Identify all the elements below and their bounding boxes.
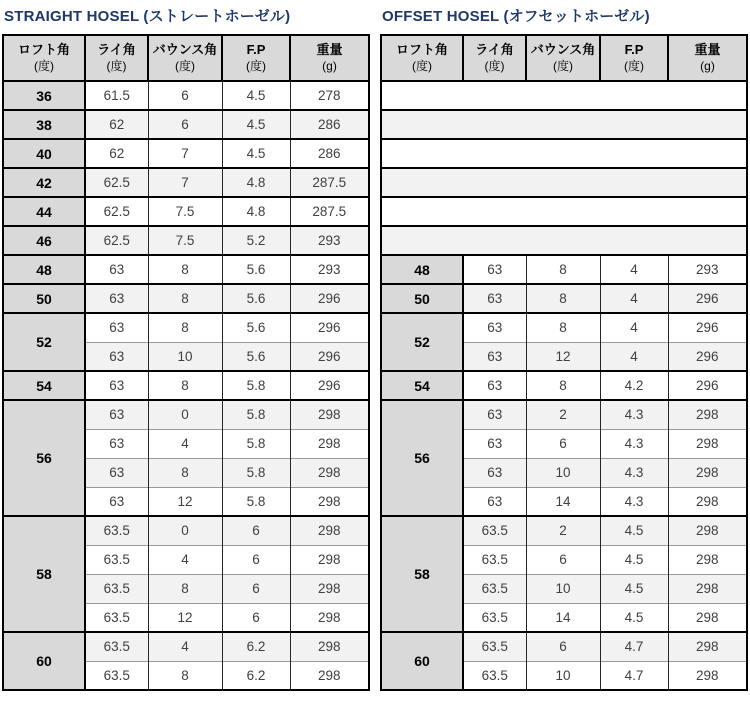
column-header-unit: (度) bbox=[624, 59, 644, 73]
fp-cell: 4.5 bbox=[222, 81, 290, 110]
lie-angle-cell: 63 bbox=[85, 284, 148, 313]
loft-angle-cell: 58 bbox=[381, 516, 463, 632]
column-header-label: F.P bbox=[624, 42, 644, 57]
weight-cell: 286 bbox=[290, 110, 369, 139]
lie-angle-cell: 63.5 bbox=[463, 603, 526, 632]
bounce-angle-cell: 6 bbox=[526, 429, 600, 458]
lie-angle-cell: 63.5 bbox=[463, 661, 526, 690]
spec-row-loft-48 bbox=[3, 255, 369, 284]
weight-cell: 298 bbox=[668, 632, 747, 661]
bounce-angle-cell: 6 bbox=[526, 545, 600, 574]
lie-angle-cell: 63 bbox=[463, 400, 526, 429]
fp-cell: 4.5 bbox=[600, 574, 668, 603]
weight-cell: 296 bbox=[668, 313, 747, 342]
bounce-angle-cell: 7 bbox=[148, 139, 222, 168]
column-header-2 bbox=[526, 35, 600, 81]
column-header-2 bbox=[148, 35, 222, 81]
weight-cell: 298 bbox=[668, 400, 747, 429]
fp-cell: 4 bbox=[600, 342, 668, 371]
bounce-angle-cell: 14 bbox=[526, 603, 600, 632]
weight-cell: 298 bbox=[290, 545, 369, 574]
fp-cell: 4.5 bbox=[600, 545, 668, 574]
weight-cell: 293 bbox=[668, 255, 747, 284]
bounce-angle-cell: 12 bbox=[148, 487, 222, 516]
lie-angle-cell: 63 bbox=[463, 429, 526, 458]
loft-angle-cell: 48 bbox=[3, 255, 85, 284]
fp-cell: 4.3 bbox=[600, 458, 668, 487]
weight-cell: 298 bbox=[668, 574, 747, 603]
weight-cell: 298 bbox=[668, 487, 747, 516]
bounce-angle-cell: 0 bbox=[148, 400, 222, 429]
column-header-3 bbox=[222, 35, 290, 81]
empty-cell bbox=[381, 139, 747, 168]
bounce-angle-cell: 10 bbox=[526, 458, 600, 487]
lie-angle-cell: 63.5 bbox=[463, 632, 526, 661]
column-header-label: ロフト角 bbox=[395, 42, 448, 57]
offset-hosel-table bbox=[380, 34, 748, 691]
fp-cell: 4 bbox=[600, 284, 668, 313]
column-header-0 bbox=[381, 35, 463, 81]
bounce-angle-cell: 8 bbox=[148, 255, 222, 284]
column-header-label: ライ角 bbox=[97, 42, 136, 57]
bounce-angle-cell: 7.5 bbox=[148, 197, 222, 226]
fp-cell: 5.8 bbox=[222, 429, 290, 458]
bounce-angle-cell: 7.5 bbox=[148, 226, 222, 255]
bounce-angle-cell: 10 bbox=[148, 342, 222, 371]
bounce-angle-cell: 4 bbox=[148, 429, 222, 458]
lie-angle-cell: 62 bbox=[85, 139, 148, 168]
weight-cell: 298 bbox=[290, 458, 369, 487]
loft-angle-cell: 56 bbox=[3, 400, 85, 516]
fp-cell: 4.5 bbox=[222, 139, 290, 168]
lie-angle-cell: 63.5 bbox=[463, 516, 526, 545]
column-header-1 bbox=[463, 35, 526, 81]
fp-cell: 4 bbox=[600, 255, 668, 284]
lie-angle-cell: 63 bbox=[85, 400, 148, 429]
bounce-angle-cell: 8 bbox=[526, 313, 600, 342]
empty-cell bbox=[381, 226, 747, 255]
bounce-angle-cell: 2 bbox=[526, 400, 600, 429]
spec-row-loft-60 bbox=[3, 632, 369, 661]
fp-cell: 4.3 bbox=[600, 400, 668, 429]
spec-row-loft-52 bbox=[381, 313, 747, 342]
lie-angle-cell: 63 bbox=[85, 342, 148, 371]
weight-cell: 298 bbox=[668, 661, 747, 690]
weight-cell: 296 bbox=[290, 313, 369, 342]
weight-cell: 286 bbox=[290, 139, 369, 168]
weight-cell: 298 bbox=[290, 487, 369, 516]
spec-row-loft-54 bbox=[3, 371, 369, 400]
column-header-label: F.P bbox=[246, 42, 266, 57]
loft-angle-cell: 56 bbox=[381, 400, 463, 516]
empty-row bbox=[381, 81, 747, 110]
weight-cell: 298 bbox=[290, 574, 369, 603]
column-header-unit: (度) bbox=[34, 59, 54, 73]
weight-cell: 278 bbox=[290, 81, 369, 110]
loft-angle-cell: 40 bbox=[3, 139, 85, 168]
column-header-4 bbox=[290, 35, 369, 81]
spec-row-loft-60 bbox=[381, 632, 747, 661]
loft-angle-cell: 38 bbox=[3, 110, 85, 139]
lie-angle-cell: 63.5 bbox=[85, 632, 148, 661]
fp-cell: 4.7 bbox=[600, 632, 668, 661]
weight-cell: 296 bbox=[668, 342, 747, 371]
fp-cell: 5.6 bbox=[222, 313, 290, 342]
empty-row bbox=[381, 168, 747, 197]
lie-angle-cell: 61.5 bbox=[85, 81, 148, 110]
lie-angle-cell: 63 bbox=[85, 255, 148, 284]
column-header-3 bbox=[600, 35, 668, 81]
fp-cell: 4.8 bbox=[222, 168, 290, 197]
bounce-angle-cell: 4 bbox=[148, 632, 222, 661]
loft-angle-cell: 48 bbox=[381, 255, 463, 284]
bounce-angle-cell: 8 bbox=[526, 255, 600, 284]
lie-angle-cell: 63 bbox=[85, 371, 148, 400]
loft-angle-cell: 36 bbox=[3, 81, 85, 110]
straight-hosel-table bbox=[2, 34, 370, 691]
spec-row-loft-56 bbox=[381, 400, 747, 429]
spec-row-loft-56 bbox=[3, 400, 369, 429]
column-header-unit: (度) bbox=[246, 59, 266, 73]
empty-row bbox=[381, 197, 747, 226]
fp-cell: 5.6 bbox=[222, 342, 290, 371]
bounce-angle-cell: 8 bbox=[148, 458, 222, 487]
column-header-label: 重量 bbox=[316, 42, 343, 57]
spec-row-loft-48 bbox=[381, 255, 747, 284]
spec-row-loft-54 bbox=[381, 371, 747, 400]
loft-angle-cell: 52 bbox=[381, 313, 463, 371]
weight-cell: 298 bbox=[290, 429, 369, 458]
lie-angle-cell: 63 bbox=[463, 284, 526, 313]
fp-cell: 6.2 bbox=[222, 661, 290, 690]
weight-cell: 298 bbox=[290, 516, 369, 545]
fp-cell: 5.6 bbox=[222, 284, 290, 313]
fp-cell: 5.8 bbox=[222, 371, 290, 400]
column-header-unit: (度) bbox=[412, 59, 432, 73]
column-header-unit: (度) bbox=[175, 59, 195, 73]
fp-cell: 6 bbox=[222, 574, 290, 603]
fp-cell: 4.2 bbox=[600, 371, 668, 400]
loft-angle-cell: 54 bbox=[381, 371, 463, 400]
lie-angle-cell: 63.5 bbox=[85, 516, 148, 545]
lie-angle-cell: 62.5 bbox=[85, 197, 148, 226]
weight-cell: 298 bbox=[290, 400, 369, 429]
empty-cell bbox=[381, 197, 747, 226]
fp-cell: 4.8 bbox=[222, 197, 290, 226]
fp-cell: 6.2 bbox=[222, 632, 290, 661]
fp-cell: 4 bbox=[600, 313, 668, 342]
empty-cell bbox=[381, 81, 747, 110]
weight-cell: 296 bbox=[668, 371, 747, 400]
weight-cell: 296 bbox=[290, 342, 369, 371]
spec-row-loft-50 bbox=[381, 284, 747, 313]
bounce-angle-cell: 0 bbox=[148, 516, 222, 545]
lie-angle-cell: 63 bbox=[85, 458, 148, 487]
lie-angle-cell: 63.5 bbox=[85, 661, 148, 690]
lie-angle-cell: 62.5 bbox=[85, 226, 148, 255]
column-header-4 bbox=[668, 35, 747, 81]
lie-angle-cell: 62.5 bbox=[85, 168, 148, 197]
bounce-angle-cell: 12 bbox=[526, 342, 600, 371]
lie-angle-cell: 63.5 bbox=[85, 545, 148, 574]
column-header-label: 重量 bbox=[694, 42, 721, 57]
bounce-angle-cell: 8 bbox=[148, 574, 222, 603]
column-header-label: ライ角 bbox=[475, 42, 514, 57]
bounce-angle-cell: 10 bbox=[526, 661, 600, 690]
lie-angle-cell: 63 bbox=[85, 487, 148, 516]
header-row bbox=[3, 35, 369, 81]
empty-cell bbox=[381, 168, 747, 197]
fp-cell: 5.8 bbox=[222, 458, 290, 487]
weight-cell: 293 bbox=[290, 226, 369, 255]
loft-angle-cell: 60 bbox=[381, 632, 463, 690]
bounce-angle-cell: 8 bbox=[148, 371, 222, 400]
loft-angle-cell: 50 bbox=[381, 284, 463, 313]
straight-hosel-section bbox=[2, 2, 368, 721]
lie-angle-cell: 63 bbox=[463, 255, 526, 284]
weight-cell: 298 bbox=[668, 458, 747, 487]
empty-row bbox=[381, 226, 747, 255]
loft-angle-cell: 54 bbox=[3, 371, 85, 400]
weight-cell: 298 bbox=[290, 632, 369, 661]
lie-angle-cell: 63.5 bbox=[85, 603, 148, 632]
straight-hosel-title: STRAIGHT HOSEL (ストレートホーゼル) bbox=[4, 8, 291, 25]
bounce-angle-cell: 12 bbox=[148, 603, 222, 632]
lie-angle-cell: 63.5 bbox=[463, 545, 526, 574]
lie-angle-cell: 63.5 bbox=[463, 574, 526, 603]
lie-angle-cell: 63 bbox=[463, 458, 526, 487]
bounce-angle-cell: 8 bbox=[526, 284, 600, 313]
loft-angle-cell: 46 bbox=[3, 226, 85, 255]
bounce-angle-cell: 10 bbox=[526, 574, 600, 603]
loft-angle-cell: 42 bbox=[3, 168, 85, 197]
bounce-angle-cell: 8 bbox=[148, 661, 222, 690]
loft-angle-cell: 50 bbox=[3, 284, 85, 313]
weight-cell: 298 bbox=[290, 661, 369, 690]
fp-cell: 6 bbox=[222, 603, 290, 632]
offset-hosel-title: OFFSET HOSEL (オフセットホーゼル) bbox=[382, 8, 650, 25]
offset-hosel-section bbox=[380, 2, 748, 721]
weight-cell: 298 bbox=[668, 516, 747, 545]
bounce-angle-cell: 6 bbox=[148, 81, 222, 110]
bounce-angle-cell: 8 bbox=[526, 371, 600, 400]
bounce-angle-cell: 7 bbox=[148, 168, 222, 197]
fp-cell: 4.5 bbox=[222, 110, 290, 139]
fp-cell: 4.7 bbox=[600, 661, 668, 690]
bounce-angle-cell: 6 bbox=[526, 632, 600, 661]
weight-cell: 287.5 bbox=[290, 197, 369, 226]
bounce-angle-cell: 4 bbox=[148, 545, 222, 574]
bounce-angle-cell: 8 bbox=[148, 284, 222, 313]
spec-row-loft-58 bbox=[381, 516, 747, 545]
weight-cell: 296 bbox=[290, 284, 369, 313]
column-header-label: ロフト角 bbox=[17, 42, 70, 57]
spec-row-loft-46 bbox=[3, 226, 369, 255]
fp-cell: 4.5 bbox=[600, 603, 668, 632]
weight-cell: 298 bbox=[668, 545, 747, 574]
header-row bbox=[381, 35, 747, 81]
fp-cell: 5.8 bbox=[222, 400, 290, 429]
column-header-label: バウンス角 bbox=[152, 42, 218, 57]
weight-cell: 293 bbox=[290, 255, 369, 284]
lie-angle-cell: 63 bbox=[463, 487, 526, 516]
spec-row-loft-52 bbox=[3, 313, 369, 342]
weight-cell: 296 bbox=[290, 371, 369, 400]
loft-angle-cell: 58 bbox=[3, 516, 85, 632]
column-header-unit: (度) bbox=[553, 59, 573, 73]
bounce-angle-cell: 2 bbox=[526, 516, 600, 545]
spec-row-loft-38 bbox=[3, 110, 369, 139]
bounce-angle-cell: 6 bbox=[148, 110, 222, 139]
bounce-angle-cell: 14 bbox=[526, 487, 600, 516]
lie-angle-cell: 63 bbox=[85, 429, 148, 458]
lie-angle-cell: 63 bbox=[463, 313, 526, 342]
weight-cell: 296 bbox=[668, 284, 747, 313]
weight-cell: 298 bbox=[290, 603, 369, 632]
lie-angle-cell: 63 bbox=[463, 371, 526, 400]
loft-angle-cell: 52 bbox=[3, 313, 85, 371]
fp-cell: 5.6 bbox=[222, 255, 290, 284]
lie-angle-cell: 63 bbox=[85, 313, 148, 342]
bounce-angle-cell: 8 bbox=[148, 313, 222, 342]
empty-cell bbox=[381, 110, 747, 139]
loft-angle-cell: 60 bbox=[3, 632, 85, 690]
empty-row bbox=[381, 110, 747, 139]
fp-cell: 6 bbox=[222, 545, 290, 574]
column-header-unit: (g) bbox=[322, 59, 337, 73]
weight-cell: 298 bbox=[668, 429, 747, 458]
weight-cell: 298 bbox=[668, 603, 747, 632]
column-header-label: バウンス角 bbox=[530, 42, 596, 57]
empty-row bbox=[381, 139, 747, 168]
column-header-0 bbox=[3, 35, 85, 81]
column-header-unit: (g) bbox=[700, 59, 715, 73]
fp-cell: 4.3 bbox=[600, 487, 668, 516]
fp-cell: 5.2 bbox=[222, 226, 290, 255]
spec-row-loft-36 bbox=[3, 81, 369, 110]
lie-angle-cell: 63.5 bbox=[85, 574, 148, 603]
fp-cell: 4.3 bbox=[600, 429, 668, 458]
loft-angle-cell: 44 bbox=[3, 197, 85, 226]
spec-row-loft-50 bbox=[3, 284, 369, 313]
spec-row-loft-58 bbox=[3, 516, 369, 545]
weight-cell: 287.5 bbox=[290, 168, 369, 197]
fp-cell: 5.8 bbox=[222, 487, 290, 516]
spec-row-loft-42 bbox=[3, 168, 369, 197]
spec-row-loft-40 bbox=[3, 139, 369, 168]
lie-angle-cell: 63 bbox=[463, 342, 526, 371]
column-header-unit: (度) bbox=[484, 59, 505, 73]
fp-cell: 6 bbox=[222, 516, 290, 545]
column-header-1 bbox=[85, 35, 148, 81]
column-header-unit: (度) bbox=[106, 59, 127, 73]
lie-angle-cell: 62 bbox=[85, 110, 148, 139]
spec-row-loft-44 bbox=[3, 197, 369, 226]
fp-cell: 4.5 bbox=[600, 516, 668, 545]
